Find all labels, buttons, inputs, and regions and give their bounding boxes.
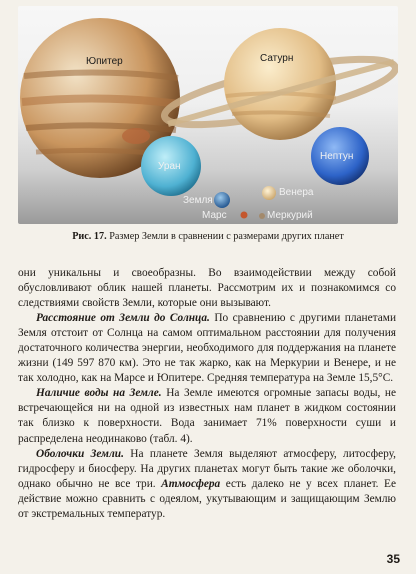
text-water: На Земле имеются огромные запасы воды, не встречающейся ни на одной из известных нам планет в жидком состоянии так близко к поверхности. Вода занимает 71% поверхности суши и распределена неодинаково (табл. 4). [18,387,396,445]
intro-paragraph: они уникальны и своеобразны. Во взаимодействии между собой обусловливают облик нашей планеты. Рассмотрим их и познакомимся со следствиями свойств Земли, которые они вызывают. [18,267,396,310]
caption-label: Рис. 17. [72,231,107,242]
label-venus: Венера [279,187,314,198]
figure-caption [18,230,398,243]
text-shells-after: есть далеко не у всех планет. Ее действие можно сравнить с одеялом, укутывающим и защищающим Землю от экстремальных температур. [18,477,396,520]
mars-planet [241,212,248,219]
mercury-planet [259,213,265,219]
paragraph-sun-distance [18,311,396,386]
saturn-planet [160,28,398,140]
text-shells-before: На планете Земля выделяют атмосферу, литосферу, гидросферу и биосферу. На других планетах могут быть такие же оболочки, однако обычно не все три. [18,447,397,490]
label-saturn: Сатурн [260,53,294,64]
label-jupiter: Юпитер [86,56,123,67]
heading-sun-distance: Расстояние от Земли до Солнца. [36,312,210,325]
heading-shells: Оболочки Земли. [36,447,124,460]
caption-text: Размер Земли в сравнении с размерами других планет [109,231,344,242]
paragraph-water [18,386,396,446]
term-atmosphere: Атмосфера [161,477,221,490]
text-sun-distance: По сравнению с другими планетами Земля отстоит от Солнца на самом оптимальном расстоянии для получения достаточного количества энергии, необходимого для поддержания на планете жизни (149 597 870 км). Это не так жарко, как на Меркурии и Венере, и не так холодно, как на Марсе и Юпитере. Средняя температура на Земле 15,5°С. [18,312,397,385]
earth-planet [214,192,230,208]
paragraph-shells [18,447,396,522]
label-earth: Земля [183,195,213,206]
planets-illustration [18,6,398,224]
planets-figure [18,6,398,224]
label-uranus: Уран [158,161,181,172]
page-number: 35 [386,552,400,566]
label-mercury: Меркурий [267,210,313,221]
heading-water: Наличие воды на Земле. [36,387,162,400]
venus-planet [262,186,276,200]
label-mars: Марс [202,210,227,221]
label-neptune: Нептун [320,151,354,162]
body-text [18,266,396,522]
